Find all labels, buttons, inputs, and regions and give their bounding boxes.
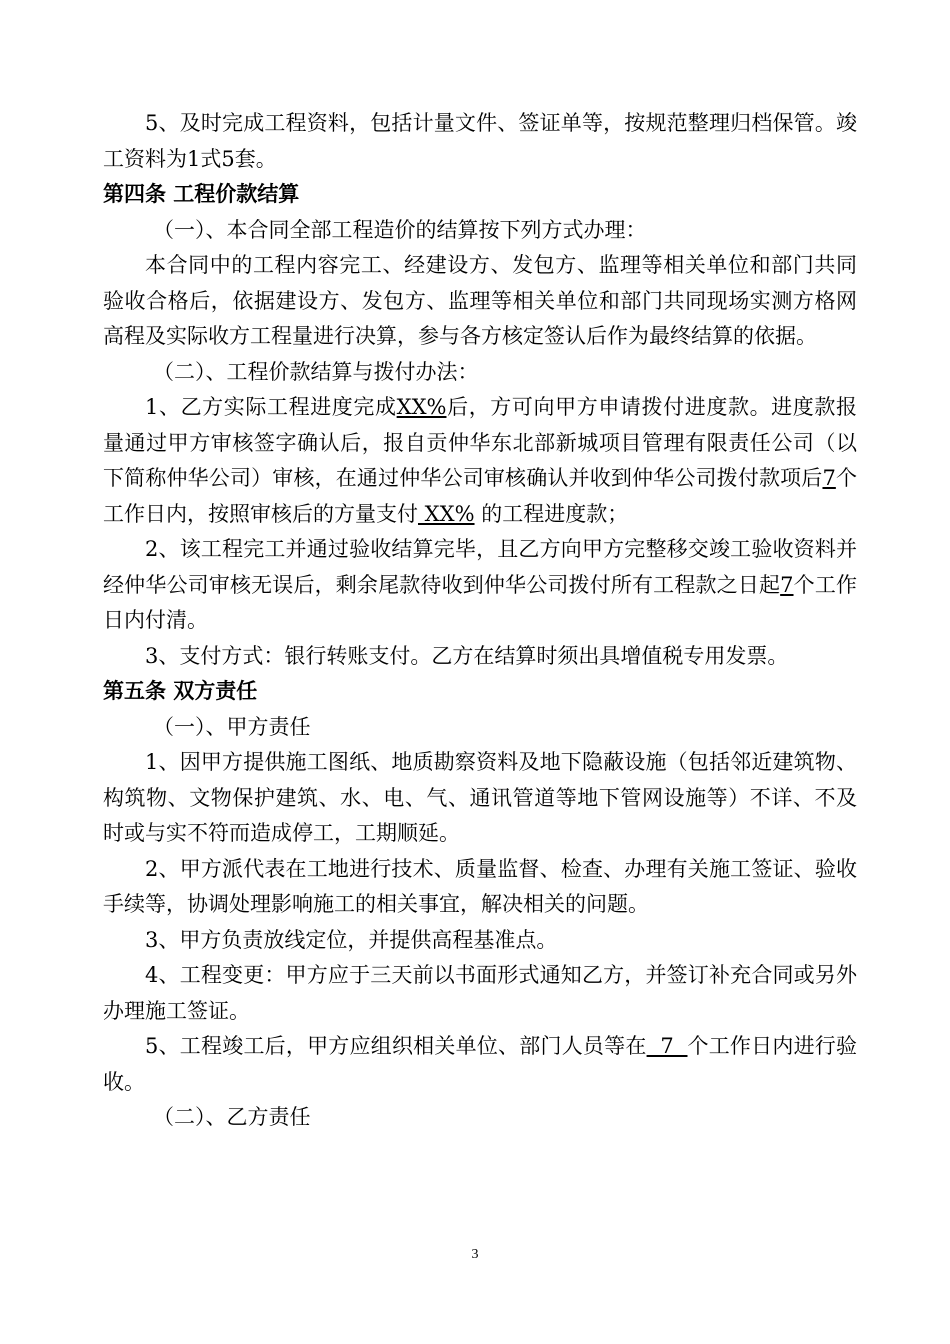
paragraph-completion-docs: 5、及时完成工程资料，包括计量文件、签证单等，按规范整理归档保管。竣工资料为1式5套。 bbox=[103, 111, 857, 171]
blank-days: 7 bbox=[822, 466, 836, 490]
paragraph-party-b: （二）、乙方责任 bbox=[153, 1105, 311, 1129]
heading-article-4: 第四条 工程价款结算 bbox=[103, 182, 300, 206]
paragraph-final-payment: 2、该工程完工并通过验收结算完毕，且乙方向甲方完整移交竣工验收资料并经仲华公司审核无误后，剩余尾款待收到仲华公司拨付所有工程款之日起7个工作日内付清。 bbox=[103, 537, 857, 632]
paragraph-payment-method: （二）、工程价款结算与拨付办法： bbox=[153, 359, 479, 384]
blank-progress-percent: XX% bbox=[396, 395, 447, 419]
paragraph-party-a: （一）、甲方责任 bbox=[153, 714, 311, 739]
paragraph-party-a-item-4: 4、工程变更：甲方应于三天前以书面形式通知乙方，并签订补充合同或另外办理施工签证。 bbox=[103, 963, 857, 1023]
blank-acceptance-days: 7 bbox=[646, 1034, 688, 1058]
blank-payment-percent: XX% bbox=[418, 501, 475, 526]
document-body bbox=[103, 106, 857, 1136]
page-number: 3 bbox=[471, 1247, 479, 1262]
paragraph-party-a-item-1: 1、因甲方提供施工图纸、地质勘察资料及地下隐蔽设施（包括邻近建筑物、构筑物、文物保护建筑、水、电、气、通讯管道等地下管网设施等）不详、不及时或与实不符而造成停工，工期顺延。 bbox=[103, 750, 857, 845]
paragraph-payment-type: 3、支付方式：银行转账支付。乙方在结算时须出具增值税专用发票。 bbox=[145, 643, 789, 668]
paragraph-party-a-item-5: 5、工程竣工后，甲方应组织相关单位、部门人员等在 7 个工作日内进行验收。 bbox=[103, 1034, 858, 1094]
paragraph-settlement-basis: 本合同中的工程内容完工、经建设方、发包方、监理等相关单位和部门共同验收合格后，依据建设方、发包方、监理等相关单位和部门共同现场实测方格网高程及实际收方工程量进行决算，参与各方核定签认后作为最终结算的依据。 bbox=[103, 253, 857, 348]
paragraph-party-a-item-2: 2、甲方派代表在工地进行技术、质量监督、检查、办理有关施工签证、验收手续等，协调处理影响施工的相关事宜，解决相关的问题。 bbox=[103, 856, 857, 916]
paragraph-settlement-method: （一）、本合同全部工程造价的结算按下列方式办理： bbox=[153, 217, 647, 242]
paragraph-party-a-item-3: 3、甲方负责放线定位，并提供高程基准点。 bbox=[145, 927, 558, 952]
paragraph-progress-payment: 1、乙方实际工程进度完成XX%后，方可向甲方申请拨付进度款。进度款报量通过甲方审核签字确认后，报自贡仲华东北部新城项目管理有限责任公司（以下简称仲华公司）审核，在通过仲华公司审核确认并收到仲华公司拨付款项后7个工作日内，按照审核后的方量支付 XX% 的工程进度款； bbox=[103, 395, 858, 526]
heading-article-5: 第五条 双方责任 bbox=[103, 679, 258, 703]
blank-final-days: 7 bbox=[780, 572, 794, 597]
